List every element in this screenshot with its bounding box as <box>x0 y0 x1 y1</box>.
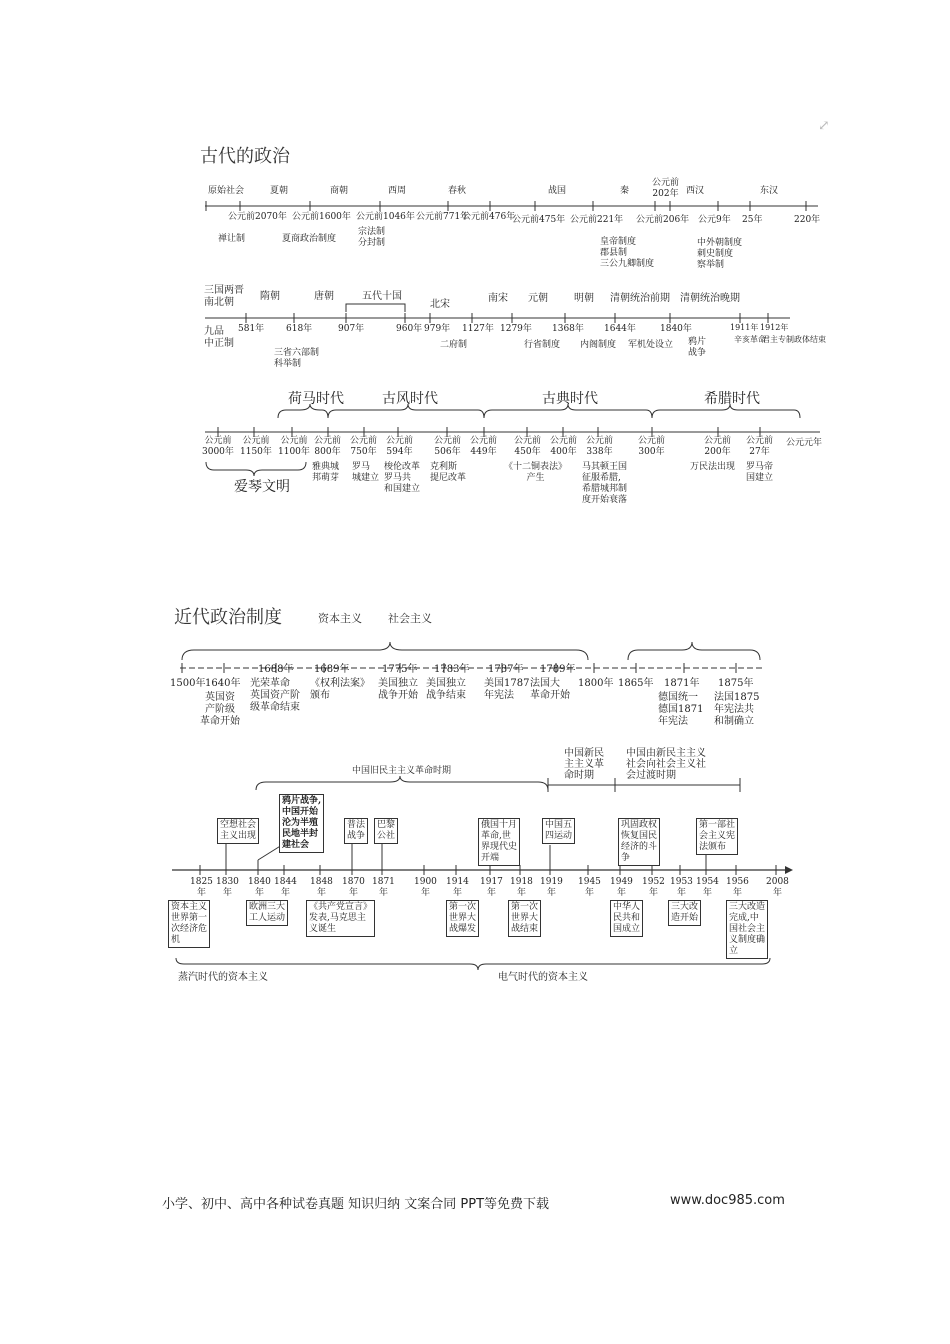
note-label: 梭伦改革 罗马共 和国建立 <box>384 462 421 494</box>
note-label: 法国1875 年宪法共 和制确立 <box>714 692 760 727</box>
date-label: 618年 <box>286 324 313 334</box>
era-label: 公元前 202年 <box>652 178 680 199</box>
year-label: 1825 年 <box>190 877 213 898</box>
date-label: 1644年 <box>604 324 636 334</box>
date-label: 1783年 <box>434 664 470 675</box>
era-label: 商朝 <box>330 186 349 196</box>
note-label: 光荣革命 英国资产阶 级革命结束 <box>250 678 300 713</box>
event-box: 三大改 造开始 <box>668 900 701 926</box>
year-label: 1952 年 <box>642 877 665 898</box>
year-label: 1840 年 <box>248 877 271 898</box>
date-label: 公元前221年 <box>570 215 624 225</box>
year-label: 1917 年 <box>480 877 503 898</box>
date-label: 公元前 27年 <box>746 436 774 457</box>
date-label: 1789年 <box>540 664 576 675</box>
date-label: 公元前 594年 <box>386 436 414 457</box>
year-label: 1953 年 <box>670 877 693 898</box>
era-label: 秦 <box>620 186 630 196</box>
event-box: 欧洲三大 工人运动 <box>246 900 288 926</box>
date-label: 1500年 <box>170 678 206 689</box>
event-box: 中华人 民共和 国成立 <box>610 900 643 937</box>
event-box: 鸦片战争, 中国开始 沦为半殖 民地半封 建社会 <box>279 794 324 853</box>
note-label: 三省六部制 科举制 <box>274 348 320 369</box>
date-label: 1368年 <box>552 324 584 334</box>
note-label: 内阁制度 <box>580 340 617 350</box>
date-label: 公元前 400年 <box>550 436 578 457</box>
note-label: 军机处设立 <box>628 340 674 350</box>
era-label: 原始社会 <box>208 186 245 196</box>
date-label: 1871年 <box>664 678 700 689</box>
era-label: 清朝统治前期 <box>610 293 670 304</box>
date-label: 公元前2070年 <box>228 212 287 222</box>
date-label: 公元前 1150年 <box>240 436 272 457</box>
event-box: 中国五 四运动 <box>542 818 575 844</box>
modern-subtitle: 资本主义 <box>318 612 362 625</box>
year-label: 2008 年 <box>766 877 789 898</box>
date-label: 220年 <box>794 215 821 225</box>
ancient-lines <box>0 0 950 560</box>
era-label: 古典时代 <box>542 391 598 407</box>
age-label: 蒸汽时代的资本主义 <box>178 972 268 983</box>
date-label: 1787年 <box>488 664 524 675</box>
year-label: 1954 年 <box>696 877 719 898</box>
event-box: 三大改造 完成,中 国社会主 义制度确 立 <box>726 900 768 959</box>
note-label: 马其顿王国 征服希腊, 希腊城邦制 度开始衰落 <box>582 462 628 505</box>
date-label: 公元前1046年 <box>356 212 415 222</box>
year-label: 1830 年 <box>216 877 239 898</box>
date-label: 公元元年 <box>786 438 823 448</box>
date-label: 1775年 <box>382 664 418 675</box>
era-label: 春秋 <box>448 186 467 196</box>
date-label: 1127年 <box>462 324 494 334</box>
era-label: 三国两晋 南北朝 <box>204 285 244 308</box>
era-label: 夏朝 <box>270 186 289 196</box>
ancient-title: 古代的政治 <box>200 146 290 167</box>
date-label: 公元前1600年 <box>292 212 351 222</box>
note-label: 二府制 <box>440 340 468 350</box>
date-label: 公元前771年 <box>416 212 470 222</box>
note-label: 宗法制 分封制 <box>358 227 386 248</box>
date-label: 1840年 <box>660 324 692 334</box>
note-label: 美国独立 战争开始 <box>378 678 418 701</box>
note-label: 皇帝制度 郡县制 三公九卿制度 <box>600 237 655 269</box>
date-label: 公元前 338年 <box>586 436 614 457</box>
era-label: 南宋 <box>488 293 508 304</box>
age-label: 电气时代的资本主义 <box>498 972 588 983</box>
note-label: 罗马 城建立 <box>352 462 380 483</box>
date-label: 907年 <box>338 324 365 334</box>
date-label: 1865年 <box>618 678 654 689</box>
event-box: 第一次 世界大 战爆发 <box>446 900 479 937</box>
date-label: 1912年 <box>760 323 789 332</box>
modern-subtitle: 社会主义 <box>388 612 432 625</box>
note-label: 美国1787 年宪法 <box>484 678 530 701</box>
note-label: 中外朝制度 刺史制度 察举制 <box>697 238 743 270</box>
note-label: 雅典城 邦萌芽 <box>312 462 340 483</box>
year-label: 1945 年 <box>578 877 601 898</box>
note-label: 《十二铜表法》 产生 <box>504 462 568 483</box>
note-label: 罗马帝 国建立 <box>746 462 774 483</box>
year-label: 1871 年 <box>372 877 395 898</box>
event-box: 巴黎 公社 <box>374 818 398 844</box>
era-label: 元朝 <box>528 293 548 304</box>
event-box: 俄国十月 革命,世 界现代史 开端 <box>478 818 520 866</box>
event-box: 空想社会 主义出现 <box>217 818 259 844</box>
event-box: 第一部社 会主义宪 法颁布 <box>696 818 738 855</box>
era-label: 唐朝 <box>314 291 334 302</box>
year-label: 1900 年 <box>414 877 437 898</box>
date-label: 公元前 750年 <box>350 436 378 457</box>
date-label: 公元前 300年 <box>638 436 666 457</box>
note-label: 行省制度 <box>524 340 561 350</box>
date-label: 公元前 200年 <box>704 436 732 457</box>
date-label: 1911年 <box>730 323 759 332</box>
era-label: 希腊时代 <box>704 391 760 407</box>
event-box: 资本主义 世界第一 次经济危 机 <box>168 900 210 948</box>
date-label: 公元前476年 <box>462 212 516 222</box>
year-label: 1870 年 <box>342 877 365 898</box>
era-label: 荷马时代 <box>288 391 344 407</box>
date-label: 1279年 <box>500 324 532 334</box>
period-label: 中国旧民主主义革命时期 <box>352 766 452 776</box>
footer-link[interactable]: www.doc985.com <box>670 1193 785 1208</box>
date-label: 1688年 <box>258 664 294 675</box>
date-label: 公元前 449年 <box>470 436 498 457</box>
note-label: 禅让制 <box>218 234 246 244</box>
event-box: 普法 战争 <box>344 818 368 844</box>
note-label: 夏商政治制度 <box>282 234 337 244</box>
year-label: 1949 年 <box>610 877 633 898</box>
year-label: 1848 年 <box>310 877 333 898</box>
note-label: 辛亥革命 <box>734 335 766 344</box>
note-label: 《权利法案》 颁布 <box>310 678 370 701</box>
date-label: 公元前 450年 <box>514 436 542 457</box>
note-label: 法国大 革命开始 <box>530 678 570 701</box>
expand-icon[interactable]: ⤢ <box>818 118 830 134</box>
footer-text: 小学、初中、高中各种试卷真题 知识归纳 文案合同 PPT等免费下载 <box>162 1197 550 1212</box>
era-label: 爱琴文明 <box>234 479 290 495</box>
note-label: 英国资 产阶级 革命开始 <box>200 692 240 727</box>
modern-title: 近代政治制度 <box>174 607 282 628</box>
date-label: 581年 <box>238 324 265 334</box>
date-label: 979年 <box>424 324 451 334</box>
event-box: 第一次 世界大 战结束 <box>508 900 541 937</box>
year-label: 1956 年 <box>726 877 749 898</box>
date-label: 1875年 <box>718 678 754 689</box>
year-label: 1918 年 <box>510 877 533 898</box>
note-label: 鸦片 战争 <box>688 337 707 358</box>
note-label: 美国独立 战争结束 <box>426 678 466 701</box>
date-label: 公元9年 <box>698 215 731 225</box>
era-label: 明朝 <box>574 293 594 304</box>
note-label: 万民法出现 <box>690 462 736 472</box>
date-label: 1800年 <box>578 678 614 689</box>
date-label: 公元前 800年 <box>314 436 342 457</box>
era-label: 北宋 <box>430 299 450 310</box>
date-label: 公元前 1100年 <box>278 436 310 457</box>
period-label: 中国新民 主主义革 命时期 <box>564 748 604 781</box>
era-label: 西周 <box>388 186 407 196</box>
date-label: 1689年 <box>314 664 350 675</box>
date-label: 公元前475年 <box>512 215 566 225</box>
year-label: 1844 年 <box>274 877 297 898</box>
date-label: 25年 <box>742 215 763 225</box>
era-label: 战国 <box>548 186 567 196</box>
note-label: 君主专制政体结束 <box>762 335 826 344</box>
period-label: 中国由新民主主义 社会向社会主义社 会过渡时期 <box>626 748 706 781</box>
era-label: 西汉 <box>686 186 705 196</box>
event-box: 《共产党宣言》 发表,马克思主 义诞生 <box>306 900 375 937</box>
era-label: 清朝统治晚期 <box>680 293 740 304</box>
date-label: 960年 <box>396 324 423 334</box>
year-label: 1914 年 <box>446 877 469 898</box>
date-label: 1640年 <box>205 678 241 689</box>
date-label: 公元前206年 <box>636 215 690 225</box>
note-label: 九品 中正制 <box>204 326 234 349</box>
era-label: 隋朝 <box>260 291 280 302</box>
event-box: 巩固政权 恢复国民 经济的斗 争 <box>618 818 660 866</box>
note-label: 德国统一 德国1871 年宪法 <box>658 692 704 727</box>
note-label: 克利斯 提尼改革 <box>430 462 467 483</box>
era-label: 古风时代 <box>382 391 438 407</box>
date-label: 公元前 3000年 <box>202 436 234 457</box>
era-label: 五代十国 <box>362 291 402 302</box>
date-label: 公元前 506年 <box>434 436 462 457</box>
year-label: 1919 年 <box>540 877 563 898</box>
era-label: 东汉 <box>760 186 779 196</box>
